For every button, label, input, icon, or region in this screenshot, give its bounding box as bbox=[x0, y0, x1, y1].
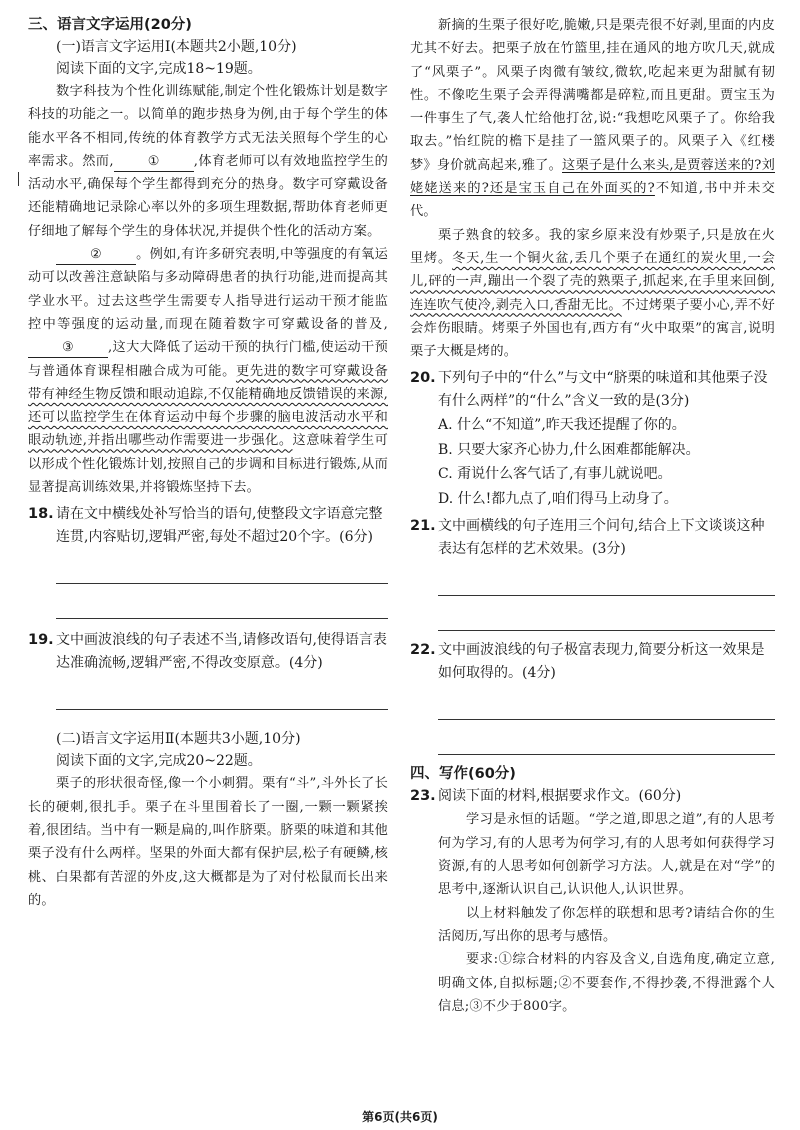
question-18-text: 请在文中横线处补写恰当的语句,使整段文字语意完整连贯,内容贴切,逻辑严密,每处不超过20个字。(6分) bbox=[56, 506, 383, 546]
question-21-text: 文中画横线的句子连用三个问句,结合上下文谈谈这种表达有怎样的艺术效果。(3分) bbox=[438, 518, 765, 558]
q20-option-d[interactable]: D. 什么!都九点了,咱们得马上动身了。 bbox=[438, 490, 678, 507]
part1-instruction: 阅读下面的文字,完成18~19题。 bbox=[56, 61, 262, 77]
wavy-sentence-q22: 冬天,生一个铜火盆,丢几个栗子在通红的炭火里,一会儿,砰的一声,蹦出一个裂了壳的熟栗子,抓起来,在手里来回倒,连连吹气使冷,剥壳入口,香甜无比。 bbox=[410, 250, 775, 313]
section4-title: 四、写作(60分) bbox=[410, 766, 516, 783]
left-column bbox=[28, 14, 388, 912]
answer-line-21b[interactable] bbox=[438, 596, 775, 631]
part2-header: (二)语言文字运用Ⅱ(本题共3小题,10分) bbox=[56, 731, 301, 748]
question-23 bbox=[410, 785, 775, 808]
section3-title: 三、语言文字运用(20分) bbox=[28, 17, 192, 33]
answer-line-18b[interactable] bbox=[56, 584, 388, 619]
passage1-paragraph2 bbox=[28, 243, 388, 499]
passage2-text-b: ,这大大降低了运动干预的执行门槛,使运动干预与普通体育课程相融合成为可能。 bbox=[28, 340, 388, 379]
margin-mark bbox=[18, 172, 19, 186]
answer-line-21a[interactable] bbox=[438, 561, 775, 596]
passage2-text-c: 这意味着学生可以形成个性化锻炼计划,按照自己的步调和目标进行锻炼,从而显著提高训练效果,并将锻炼坚持下去。 bbox=[28, 433, 388, 496]
question-20-text: 下列句子中的“什么”与文中“脐栗的味道和其他栗子没有什么两样”的“什么”含义一致的是(3分) bbox=[438, 370, 768, 410]
right-column bbox=[410, 14, 775, 1018]
q20-option-a[interactable]: A. 什么“不知道”,昨天我还提醒了你的。 bbox=[438, 417, 686, 434]
passage2-paragraph1: 栗子的形状很奇怪,像一个小刺猬。栗有“斗”,斗外长了长长的硬刺,很扎手。栗子在斗里围着长了一圈,一颗一颗紧挨着,很团结。当中有一颗是扁的,叫作脐栗。脐栗的味道和其他栗子没有什么两样。坚果的外面大都有保护层,松子有硬鳞,核桃、白果都有苦涩的外皮,这大概都是为了对付松鼠而长出来的。 bbox=[28, 776, 388, 908]
answer-line-22a[interactable] bbox=[438, 685, 775, 720]
question-20-number: 20. bbox=[410, 370, 436, 387]
question-22-number: 22. bbox=[410, 642, 436, 659]
passage1-paragraph1 bbox=[28, 80, 388, 243]
part1-header: (一)语言文字运用Ⅰ(本题共2小题,10分) bbox=[56, 39, 297, 55]
question-19-number: 19. bbox=[28, 632, 54, 649]
passage1-text: 数字科技为个性化训练赋能,制定个性化锻炼计划是数字科技的功能之一。以简单的跑步热身为例,由于每个学生的体能水平各不相同,传统的体育教学方式无法关照每个学生的心率需求。然而, bbox=[28, 84, 388, 169]
question-22-text: 文中画波浪线的句子极富表现力,简要分析这一效果是如何取得的。(4分) bbox=[438, 642, 765, 682]
passage2-text-a: 。例如,有许多研究表明,中等强度的有氧运动可以改善注意缺陷与多动障碍患者的执行功能,进而提高其学业水平。过去这些学生需要专人指导进行运动干预才能监控中等强度的运动量,而现在随着数字可穿戴设备的普及, bbox=[28, 247, 388, 332]
part2-instruction: 阅读下面的文字,完成20~22题。 bbox=[56, 753, 262, 770]
question-18-number: 18. bbox=[28, 506, 54, 523]
page-footer: 第6页(共6页) bbox=[362, 1110, 438, 1124]
question-21-number: 21. bbox=[410, 518, 436, 535]
q20-option-c[interactable]: C. 甭说什么客气话了,有事儿就说吧。 bbox=[438, 466, 672, 483]
question-18 bbox=[28, 503, 388, 549]
question-23-text: 阅读下面的材料,根据要求作文。(60分) bbox=[438, 788, 682, 805]
question-19-text: 文中画波浪线的句子表述不当,请修改语句,使得语言表达准确流畅,逻辑严密,不得改变原意。(4分) bbox=[56, 632, 387, 672]
passage2-para3-text-a: 栗子熟食的较多。我的家乡原来没有炒栗子,只是放在火里烤。 bbox=[410, 227, 775, 266]
q23-material-2: 以上材料触发了你怎样的联想和思考?请结合你的生活阅历,写出你的思考与感悟。 bbox=[438, 905, 775, 944]
answer-line-19[interactable] bbox=[56, 675, 388, 710]
blank-2: ② bbox=[56, 246, 136, 265]
question-23-number: 23. bbox=[410, 788, 436, 805]
wavy-sentence-q19: 更先进的数字可穿戴设备带有神经生物反馈和眼动追踪,不仅能精确地反馈错误的来源,还可以监控学生在体育运动中每个步骤的脑电波活动水平和眼动轨迹,并指出哪些动作需要进一步强化。 bbox=[28, 363, 388, 449]
passage2-para3-text-b: 不过烤栗子要小心,弄不好会炸伤眼睛。烤栗子外国也有,西方有“火中取栗”的寓言,说明栗子大概是烤的。 bbox=[410, 297, 775, 360]
passage2-para2-text-a: 新摘的生栗子很好吃,脆嫩,只是栗壳很不好剥,里面的内皮尤其不好去。把栗子放在竹篮里,挂在通风的地方吹几天,就成了“风栗子”。风栗子肉微有皱纹,微软,吃起来更为甜腻有韧性。不像吃生栗子会弄得满嘴都是碎粒,而且更甜。贾宝玉为一件事生了气,袭人忙给他打岔,说:“我想吃风栗子了。你给我取去。”怡红院的檐下是挂了一篮风栗子的。风栗子入《红楼梦》身价就高起来,雅了。 bbox=[410, 18, 775, 173]
question-20 bbox=[410, 367, 775, 413]
passage2-paragraph2 bbox=[410, 14, 775, 224]
passage2-paragraph3 bbox=[410, 224, 775, 364]
question-22 bbox=[410, 639, 775, 685]
answer-line-22b[interactable] bbox=[438, 720, 775, 755]
blank-3: ③ bbox=[28, 339, 108, 358]
answer-line-18a[interactable] bbox=[56, 549, 388, 584]
q23-material-1: 学习是永恒的话题。“学之道,即思之道”,有的人思考何为学习,有的人思考为何学习,有的人思考如何获得学习资源,有的人思考如何创新学习方法。人,就是在对“学”的思考中,逐渐认识自己,认识他人,认识世界。 bbox=[438, 812, 775, 898]
q20-option-b[interactable]: B. 只要大家齐心协力,什么困难都能解决。 bbox=[438, 441, 700, 458]
passage2-para2-text-b: 不知道,书中并未交代。 bbox=[410, 181, 775, 220]
blank-1: ① bbox=[114, 153, 194, 172]
question-19 bbox=[28, 629, 388, 675]
underlined-questions-q21: 这栗子是什么来头,是贾蓉送来的?刘姥姥送来的?还是宝玉自己在外面买的? bbox=[410, 157, 775, 197]
passage1-text-b: ,体育老师可以有效地监控学生的活动水平,确保每个学生都得到充分的热身。数字可穿戴设备还能精确地记录除心率以外的多项生理数据,帮助体育老师更仔细地了解每个学生的身体状况,并提供个性化的活动方案。 bbox=[28, 153, 388, 239]
question-21 bbox=[410, 515, 775, 561]
q23-requirements: 要求:①综合材料的内容及含义,自选角度,确定立意,明确文体,自拟标题;②不要套作,不得抄袭,不得泄露个人信息;③不少于800字。 bbox=[438, 952, 775, 1014]
